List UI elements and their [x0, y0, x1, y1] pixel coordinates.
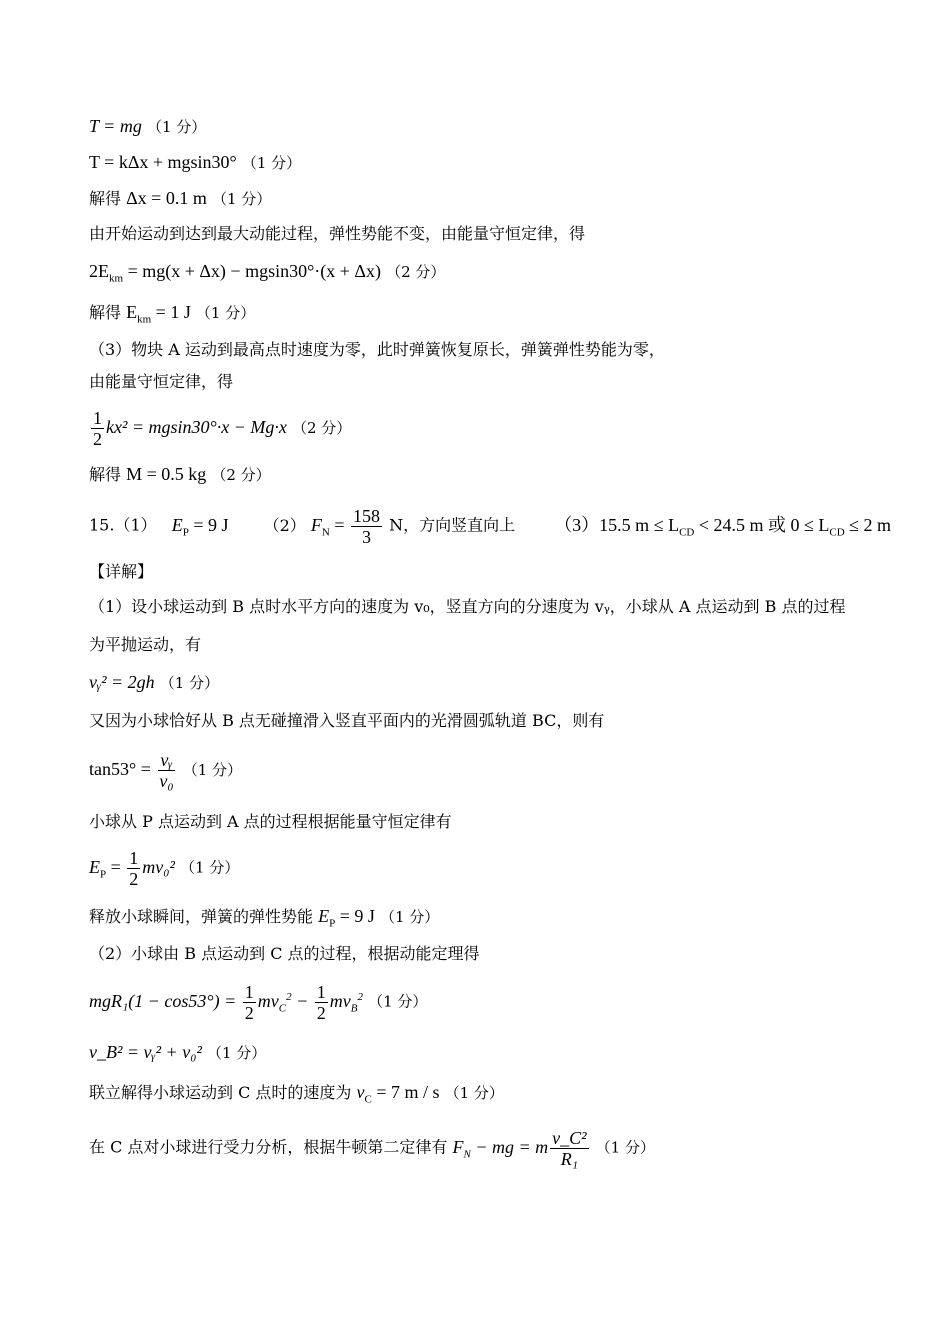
equation: vᵧ² = 2gh [89, 672, 155, 692]
heading: 【详解】 [89, 562, 154, 581]
score: （1 分） [379, 908, 440, 926]
result-delta-x [89, 186, 271, 211]
part-label: （2） [263, 515, 306, 535]
result-vc [89, 1080, 504, 1112]
equation: $F_N$ − mg = m $\frac{\text{v\_C²}}{\text{R₁}}$ [452, 1128, 587, 1169]
equation: kx² = mgsin30°·x − Mg·x [106, 417, 287, 437]
text: 解得 [89, 465, 122, 484]
equation-vy [89, 670, 219, 695]
text: （2）小球由 B 点运动到 C 点的过程，根据动能定理得 [89, 944, 480, 963]
equation: $v_C = 7$ m / s [356, 1082, 440, 1106]
result-ekm [89, 300, 255, 332]
equation-tension-spring [89, 150, 301, 175]
equation: T = kΔx + mgsin30° [89, 152, 237, 172]
text: 释放小球瞬间，弹簧的弹性势能 [89, 907, 314, 926]
score: （2 分） [291, 419, 352, 437]
equation-ekm [89, 259, 445, 291]
text: 联立解得小球运动到 C 点时的速度为 [89, 1083, 352, 1102]
answer-ep: $E_P = 9$ J [171, 514, 229, 539]
score: （1 分） [241, 154, 302, 172]
score: （1 分） [195, 304, 256, 322]
paragraph-part3 [89, 338, 665, 362]
text: 为平抛运动，有 [89, 635, 202, 654]
equation-tan53 [89, 750, 242, 791]
paragraph-arc [89, 709, 604, 733]
equation: $E_P$ = $\frac{1}{2}$ mv₀² [89, 848, 175, 889]
result-mass [89, 462, 271, 487]
equation: tan53° = [89, 759, 156, 779]
question-number: 15.（1） [89, 515, 157, 535]
text: 又因为小球恰好从 B 点无碰撞滑入竖直平面内的光滑圆弧轨道 BC，则有 [89, 711, 605, 730]
result-ep [89, 904, 439, 936]
paragraph-part1 [89, 595, 845, 619]
paragraph-projectile [89, 633, 201, 657]
score: （1 分） [159, 674, 220, 692]
equation: $E_P = 9$ J [318, 906, 375, 930]
answer-fn-unit: N，方向竖直向上 [384, 515, 516, 535]
paragraph-newton [89, 1128, 655, 1169]
text: 小球从 P 点运动到 A 点的过程根据能量守恒定律有 [89, 812, 452, 831]
score: （1 分） [368, 992, 428, 1011]
equation: Δx = 0.1 m [126, 188, 207, 208]
score: （1 分） [146, 118, 207, 136]
text: 在 C 点对小球进行受力分析，根据牛顿第二定律有 [89, 1137, 448, 1157]
text: 解得 [89, 303, 122, 322]
equation-work-energy [89, 982, 427, 1023]
paragraph-energy [89, 222, 585, 246]
text: （1）设小球运动到 B 点时水平方向的速度为 v₀，竖直方向的分速度为 vᵧ，小球从 A 点运动到 B 点的过程 [89, 597, 846, 616]
paragraph-p-to-a [89, 810, 452, 834]
score: （1 分） [206, 1044, 267, 1062]
fraction: $\frac{1}{2}$ [93, 408, 102, 449]
score: （2 分） [386, 263, 446, 281]
text: 解得 [89, 189, 122, 208]
equation-tension-mg [89, 114, 206, 139]
equation-vb [89, 1040, 266, 1065]
score: （1 分） [211, 190, 272, 208]
paragraph-energy-2 [89, 370, 233, 394]
fraction: $\frac{\text{vᵧ}}{\text{v₀}}$ [159, 750, 174, 791]
answer-lcd: （3）15.5 $m \le L_{CD} < 24.5$ m 或 $0 \le L_{CD} \le 2$ m [554, 514, 892, 539]
answer-15 [89, 506, 891, 547]
equation-spring-energy [89, 408, 351, 449]
equation: v_B² = vᵧ² + v₀² [89, 1042, 202, 1062]
section-heading-detail [89, 560, 153, 584]
equation: $2E_{km} = mg(x + \Delta x) - mgsin30^\circ\cdot(x + \Delta x)$ [89, 261, 381, 285]
score: （2 分） [211, 466, 271, 484]
equation: M = 0.5 kg [126, 464, 207, 484]
equation: T = mg [89, 116, 142, 136]
equation: mgR₁(1 − cos53°) = $\frac{1}{2}$ $mv_C^2$ − $\frac{1}{2}$ $mv_B^2$ [89, 982, 363, 1023]
score: （1 分） [182, 761, 242, 779]
equation-ep [89, 848, 239, 889]
equation: $E_{km} = 1$ J [126, 302, 191, 326]
text: 由开始运动到达到最大动能过程，弹性势能不变，由能量守恒定律，得 [89, 224, 586, 243]
score: （1 分） [595, 1138, 655, 1157]
score: （1 分） [444, 1084, 504, 1102]
answer-fn: $F_N$ = $\frac{158}{3}$ [310, 506, 380, 547]
paragraph-part2 [89, 942, 480, 966]
text: （3）物块 A 运动到最高点时速度为零，此时弹簧恢复原长，弹簧弹性势能为零， [89, 340, 665, 359]
text: 由能量守恒定律，得 [89, 372, 234, 391]
score: （1 分） [180, 858, 240, 877]
